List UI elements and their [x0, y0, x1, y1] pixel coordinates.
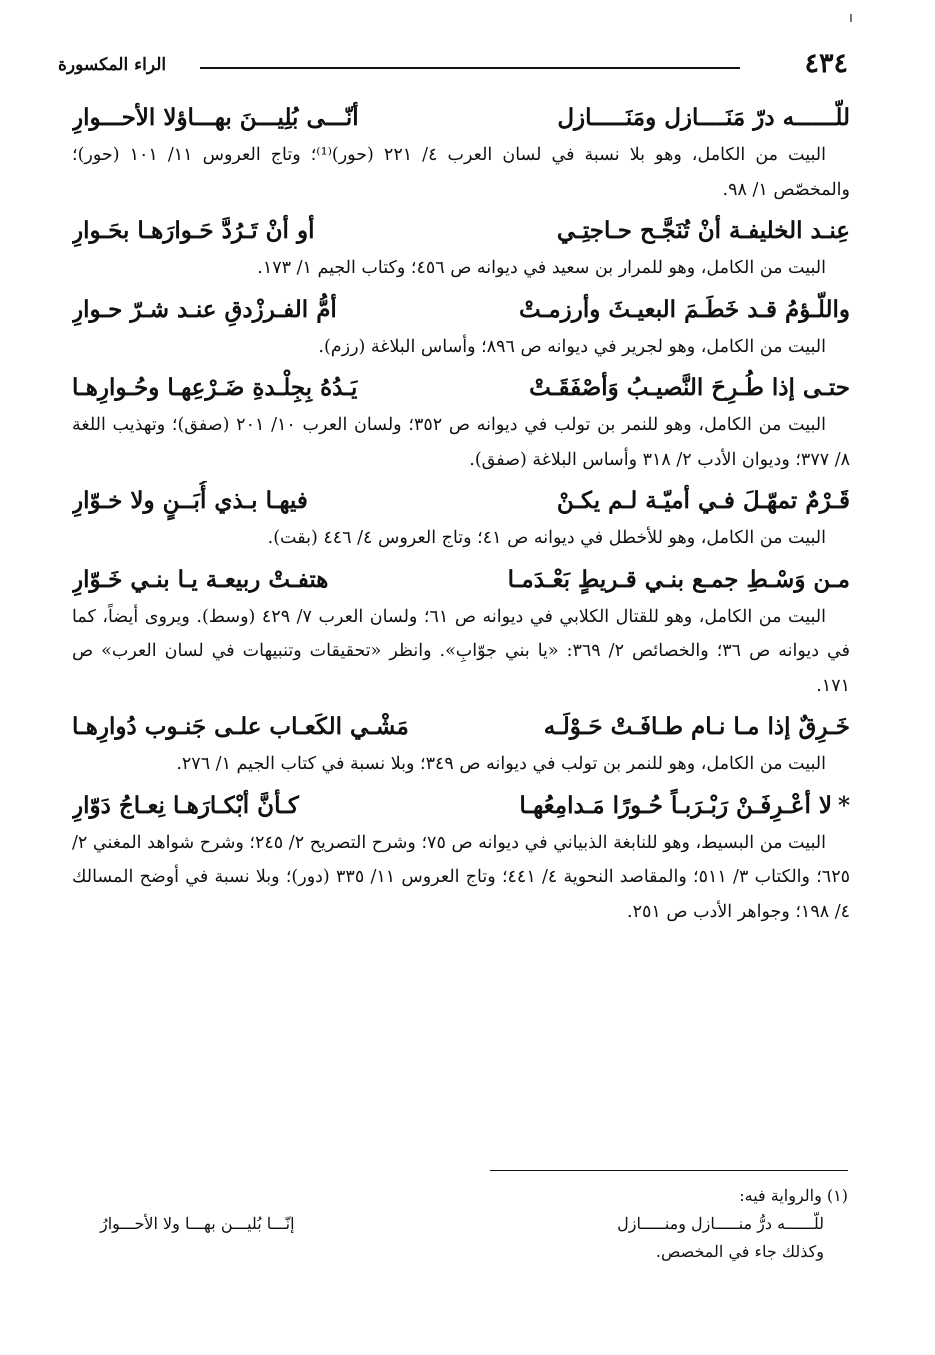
verse-second-hemistich: أنّـــى بُلِيـــنَ بهـــاؤلا الأحـــوارِ — [72, 104, 359, 131]
footnote-intro: (١) والرواية فيه: — [739, 1186, 848, 1205]
verse-second-hemistich: فيهـا بـذي أُبَــنٍ ولا خـوّارِ — [72, 487, 308, 514]
entry — [72, 290, 850, 365]
verse-commentary: البيت من الكامل، وهو بلا نسبة في لسان العرب ٤/ ٢٢١ (حور)⁽¹⁾؛ وتاج العروس ١١/ ١٠١ (حور)؛ والمخصّص ١/ ٩٨. — [72, 145, 850, 200]
verse-first-hemistich — [519, 786, 850, 826]
entry — [72, 481, 850, 556]
verse-second-hemistich: كـأنَّ أبْكـارَهـا نِعـاجُ دَوّارِ — [72, 791, 299, 819]
verse-line — [72, 560, 850, 600]
verse-second-hemistich: أمُّ الفـرزْدقِ عنـد شـرّ حـوارِ — [72, 295, 337, 323]
section-title: الراء المكسورة — [58, 55, 167, 75]
verse-commentary: البيت من الكامل، وهو للنمر بن تولب في ديوانه ص ٣٤٩؛ وبلا نسبة في كتاب الجيم ١/ ٢٧٦. — [176, 754, 826, 774]
footnotes — [100, 1182, 848, 1266]
entry — [72, 368, 850, 477]
verse-commentary: البيت من البسيط، وهو للنابغة الذبياني في ديوانه ص ٧٥؛ وشرح التصريح ٢/ ٢٤٥؛ وشرح شواهد المغني ٢/ ٦٢٥؛ والكتاب ٣/ ٥١١؛ والمقاصد النحوية ٤/ ٤٤١؛ وتاج العروس ١١/ ٣٣٥ (دور)؛ وبلا نسبة في أوضح المسالك ٤/ ١٩٨؛ وجواهر الأدب ص ٢٥١. — [72, 832, 850, 922]
verse-line — [72, 98, 850, 138]
verse-commentary: البيت من الكامل، وهو لجرير في ديوانه ص ٨٩٦؛ وأساس البلاغة (رزم). — [318, 336, 826, 357]
footnote-verse — [100, 1210, 848, 1238]
verse-first-text: لا أعْـرِفَـنْ رَبْـرَبـاً حُـورًا مَـدامِعُهـا — [519, 791, 832, 819]
verse-first-hemistich: عِنـد الخليفـة أنْ تُنَجَّـح حـاجتِـي — [556, 217, 850, 244]
verse-second-hemistich: مَشْـي الكَعـاب علـى جَنـوب دُوارِهـا — [72, 713, 409, 740]
verse-line — [72, 786, 850, 826]
verse-line — [72, 368, 850, 408]
entry — [72, 560, 850, 704]
footnote-verse-second: إنّـــا بُليـــن بهـــا ولا الأحـــوارُ — [100, 1214, 295, 1233]
footnote-verse-first: للّــــــه درُّ منـــــازل ومنـــــازل — [617, 1214, 824, 1233]
verse-first-hemistich: للّــــــه درّ مَنَــــازل ومَنَـــــازل — [557, 104, 850, 131]
entry — [72, 211, 850, 286]
page-body — [72, 98, 850, 933]
verse-commentary: البيت من الكامل، وهو للنمر بن تولب في ديوانه ص ٣٥٢؛ ولسان العرب ١٠/ ٢٠١ (صفق)؛ وتهذيب اللغة ٨/ ٣٧٧؛ وديوان الأدب ٢/ ٣١٨ وأساس البلاغة (صفق). — [72, 415, 850, 470]
footnote-rule — [490, 1170, 848, 1171]
verse-line — [72, 290, 850, 330]
verse-second-hemistich: يَـدُهُ بِجِلْـدةِ ضَـرْعِهـا وحُـوارِهـا — [72, 374, 358, 401]
verse-line — [72, 481, 850, 521]
verse-first-hemistich: قَـرْمٌ تمهّـلَ فـي أميّـة لـم يكـنْ — [556, 487, 850, 514]
verse-line — [72, 211, 850, 251]
footnote-closing: وكذلك جاء في المخصص. — [655, 1242, 824, 1261]
verse-marker: * — [837, 791, 850, 819]
verse-first-hemistich: حتـى إذا طُـرِحَ النَّصيـبُ وَأصْفَقَـتْ — [529, 374, 850, 401]
entry — [72, 98, 850, 207]
header-rule — [200, 67, 740, 69]
verse-commentary: البيت من الكامل، وهو للقتال الكلابي في ديوانه ص ٦١؛ ولسان العرب ٧/ ٤٢٩ (وسط). ويروى أيضاً، كما في ديوانه ص ٣٦؛ والخصائص ٢/ ٣٦٩: «يا بني جوّابِ». وانظر «تحقيقات وتنبيهات في لسان العرب» ص ١٧١. — [72, 606, 850, 696]
scan-speck — [850, 14, 852, 22]
verse-first-hemistich: خَـرِقٌ إذا مـا نـام طـافَـتْ حَـوْلَـه — [543, 713, 850, 740]
verse-commentary: البيت من الكامل، وهو للمرار بن سعيد في ديوانه ص ٤٥٦؛ وكتاب الجيم ١/ ١٧٣. — [257, 258, 826, 278]
verse-second-hemistich: هتفـتْ ربيعـة يـا بنـي خَـوّارِ — [72, 565, 329, 593]
verse-line — [72, 707, 850, 747]
page-number: ٤٣٤ — [804, 48, 848, 79]
entry — [72, 707, 850, 782]
verse-commentary: البيت من الكامل، وهو للأخطل في ديوانه ص ٤١؛ وتاج العروس ٤/ ٤٤٦ (بقت). — [267, 528, 826, 548]
entry — [72, 786, 850, 930]
page-header — [58, 46, 848, 86]
verse-first-hemistich: مـن وَسْـطِ جمـع بنـي قـريطٍ بَعْـدَمـا — [507, 565, 850, 593]
verse-first-hemistich: واللّـؤمُ قـد خَطَـمَ البعيـثَ وأرزمـتْ — [519, 295, 850, 323]
verse-second-hemistich: أو أنْ تَـرُدَّ حَـوارَهـا بحَـوارِ — [72, 217, 315, 244]
